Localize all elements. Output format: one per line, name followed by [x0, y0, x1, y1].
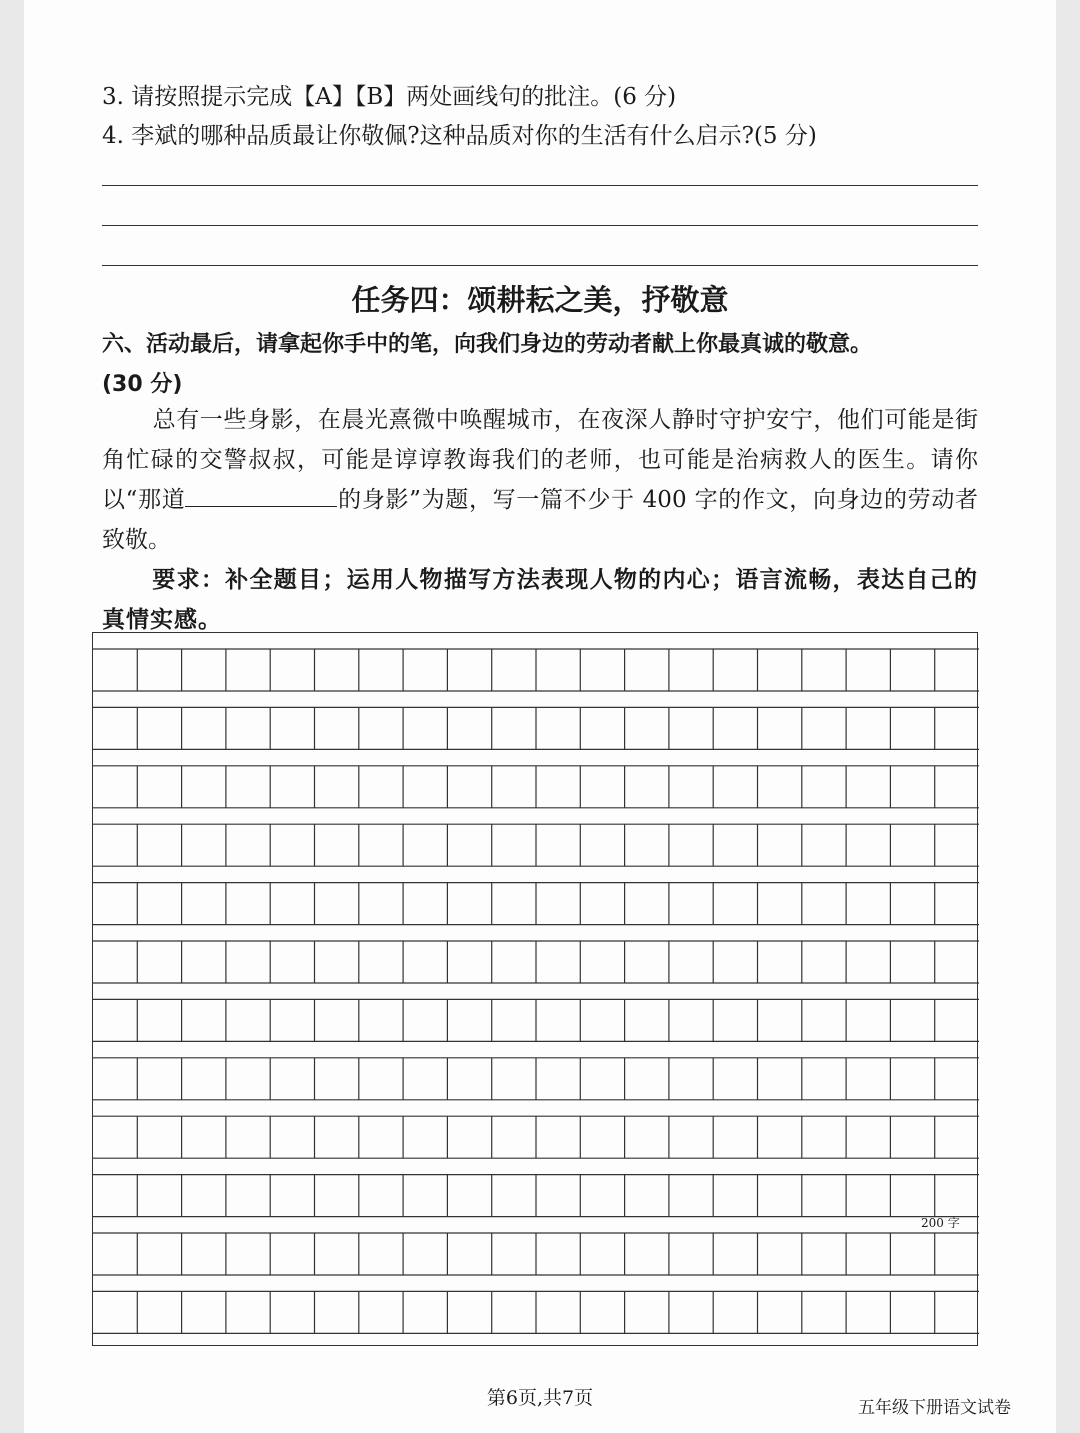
word-count-mark: 200 字: [921, 1216, 960, 1230]
answer-line-2[interactable]: [102, 225, 978, 226]
composition-grid[interactable]: [92, 632, 978, 1346]
exam-title: 五年级下册语文试卷: [858, 1398, 1011, 1418]
answer-line-1[interactable]: [102, 185, 978, 186]
section-heading-text: 六、活动最后，请拿起你手中的笔，向我们身边的劳动者献上你最真诚的敬意。: [102, 332, 873, 357]
prompt-text-part2: 的身影”为题，写一篇不少于 400 字的作文，向身边的劳动者致敬。: [102, 487, 978, 553]
question-3: 3. 请按照提示完成【A】【B】两处画线句的批注。(6 分): [102, 84, 677, 110]
question-4: 4. 李斌的哪种品质最让你敬佩?这种品质对你的生活有什么启示?(5 分): [102, 123, 817, 149]
page-number: 第6页,共7页: [486, 1387, 594, 1409]
title-blank[interactable]: [185, 484, 337, 507]
answer-line-3[interactable]: [102, 265, 978, 266]
task-title: 任务四：颂耕耘之美，抒敬意: [351, 283, 729, 317]
requirements-text: 要求：补全题目；运用人物描写方法表现人物的内心；语言流畅，表达自己的真情实感。: [102, 566, 978, 633]
prompt-text-part1: 总有一些身影，在晨光熹微中唤醒城市，在夜深人静时守护安宁，他们可能是街角忙碌的交警叔叔，可能是谆谆教诲我们的老师，也可能是治病救人的医生。请你以“那道: [102, 407, 978, 513]
exam-page: [24, 0, 1056, 1433]
composition-grid-cells: [93, 633, 979, 1347]
section-heading: [102, 325, 982, 405]
writing-requirements: [102, 560, 978, 640]
section-score: (30 分): [102, 372, 183, 397]
writing-prompt: [102, 400, 978, 560]
